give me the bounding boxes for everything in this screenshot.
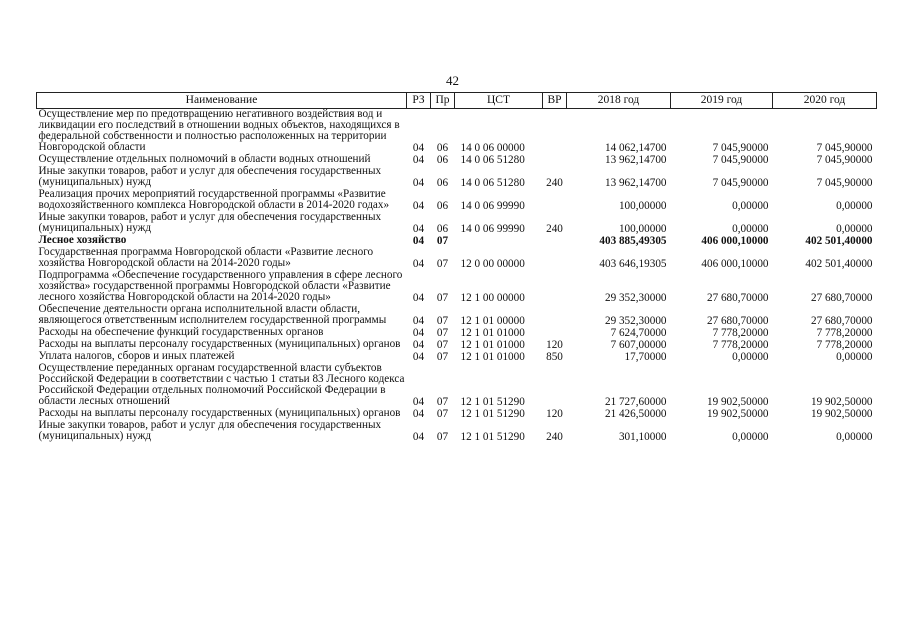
row-2018: 29 352,30000: [604, 292, 667, 304]
row-2018: 13 962,14700: [604, 177, 667, 189]
row-vr: [543, 235, 567, 247]
row-2019: 27 680,70000: [706, 292, 769, 304]
row-cst: 14 0 06 99990: [460, 200, 525, 212]
row-name: Расходы на выплаты персоналу государственных (муниципальных) органов: [38, 407, 401, 419]
row-name: Иные закупки товаров, работ и услуг для обеспечения государственных (муниципальных) нужд: [38, 165, 382, 188]
row-rz: 04: [412, 431, 425, 443]
row-name: Обеспечение деятельности органа исполнительной власти области, являющегося ответственным исполнителем государственной программы: [38, 303, 387, 326]
row-vr: [543, 189, 567, 212]
row-vr: [543, 109, 567, 155]
row-name: Подпрограмма «Обеспечение государственного управления в сфере лесного хозяйства» государственной программы Новгородской области «Развитие лесного хозяйства Новгородской области на 2014-2020 годы»: [38, 269, 403, 303]
row-name: Осуществление переданных органам государственной власти субъектов Российской Федерации в соответствии с частью 1 статьи 83 Лесного кодекса Российской Федерации отдельных полномочий Российской Федерации в области лесных отношений: [38, 362, 405, 407]
row-rz: 04: [412, 339, 425, 351]
row-name: Расходы на выплаты персоналу государственных (муниципальных) органов: [38, 338, 401, 350]
row-pr: 07: [436, 235, 449, 247]
row-2018: 14 062,14700: [604, 142, 667, 154]
row-2020: 7 045,90000: [816, 154, 873, 166]
row-rz: 04: [412, 223, 425, 235]
table-row: [37, 166, 877, 189]
header-pr: Пр: [431, 93, 455, 109]
row-rz: 04: [412, 396, 425, 408]
row-2018: 29 352,30000: [604, 315, 667, 327]
row-2019: 0,00000: [732, 200, 769, 212]
row-cst: [455, 235, 543, 247]
row-2019: 0,00000: [732, 223, 769, 235]
page-number: 42: [446, 73, 459, 88]
row-name: Осуществление мер по предотвращению негативного воздействия вод и ликвидации его последствий в отношении водных объектов, находящихся в федеральной собственности и полностью расположенных на территории Новгородской области: [38, 108, 400, 153]
row-rz: 04: [412, 315, 425, 327]
row-2018: 7 624,70000: [610, 327, 667, 339]
row-2020: 7 778,20000: [816, 327, 873, 339]
header-vr: ВР: [543, 93, 567, 109]
row-pr: 06: [436, 154, 449, 166]
row-2020: 27 680,70000: [810, 292, 873, 304]
row-2018: 17,70000: [624, 351, 667, 363]
row-2019: 7 045,90000: [712, 142, 769, 154]
row-pr: 07: [436, 396, 449, 408]
row-2019: 0,00000: [732, 351, 769, 363]
row-2019: 27 680,70000: [706, 315, 769, 327]
row-2019: 19 902,50000: [706, 396, 769, 408]
row-pr: 07: [436, 292, 449, 304]
row-cst: 12 1 01 51290: [460, 408, 525, 420]
row-cst: 14 0 06 99990: [460, 223, 525, 235]
row-2019: 7 045,90000: [712, 177, 769, 189]
row-cst: 14 0 06 51280: [460, 177, 525, 189]
row-cst: 12 1 01 51290: [460, 396, 525, 408]
table-row: [37, 420, 877, 443]
row-2020: 19 902,50000: [810, 408, 873, 420]
row-cst: 12 1 01 01000: [460, 339, 525, 351]
row-2019: 7 778,20000: [712, 339, 769, 351]
row-cst: 12 1 01 01000: [460, 351, 525, 363]
row-pr: 07: [436, 258, 449, 270]
row-2020: 27 680,70000: [810, 315, 873, 327]
row-cst: 12 1 00 00000: [460, 292, 525, 304]
row-2020: 7 778,20000: [816, 339, 873, 351]
row-rz: 04: [412, 154, 425, 166]
row-name: Реализация прочих мероприятий государственной программы «Развитие водохозяйственного комплекса Новгородской области в 2014-2020 годах»: [38, 188, 390, 211]
row-pr: 07: [436, 431, 449, 443]
row-2020: 7 045,90000: [816, 142, 873, 154]
row-name: Лесное хозяйство: [38, 234, 127, 246]
row-pr: 07: [436, 351, 449, 363]
row-2020: 0,00000: [836, 431, 873, 443]
row-rz: 04: [412, 235, 425, 247]
row-2020: 0,00000: [836, 351, 873, 363]
row-cst: 14 0 06 51280: [460, 154, 525, 166]
row-2019: 19 902,50000: [706, 408, 769, 420]
row-2020: 402 501,40000: [805, 235, 873, 247]
row-pr: 07: [436, 408, 449, 420]
row-rz: 04: [412, 327, 425, 339]
row-2019: 0,00000: [732, 431, 769, 443]
row-2020: 0,00000: [836, 223, 873, 235]
table-row: [37, 270, 877, 304]
row-2019: 406 000,10000: [701, 235, 769, 247]
row-pr: 06: [436, 200, 449, 212]
row-2018: 21 727,60000: [604, 396, 667, 408]
row-pr: 06: [436, 177, 449, 189]
row-cst: 12 1 01 51290: [460, 431, 525, 443]
row-vr: 850: [546, 351, 563, 363]
header-row: [37, 93, 877, 109]
row-rz: 04: [412, 258, 425, 270]
row-rz: 04: [412, 408, 425, 420]
row-rz: 04: [412, 351, 425, 363]
header-2020: 2020 год: [773, 93, 877, 109]
row-name: Расходы на обеспечение функций государственных органов: [38, 326, 324, 338]
table-row: [37, 304, 877, 327]
row-pr: 07: [436, 327, 449, 339]
row-pr: 06: [436, 223, 449, 235]
table-row: [37, 109, 877, 155]
row-vr: [543, 154, 567, 166]
row-2018: 100,00000: [618, 223, 667, 235]
row-vr: 120: [546, 339, 563, 351]
table-row: [37, 189, 877, 212]
row-cst: 12 1 01 01000: [460, 327, 525, 339]
row-2019: 7 778,20000: [712, 327, 769, 339]
header-rz: РЗ: [407, 93, 431, 109]
row-cst: 14 0 06 00000: [460, 142, 525, 154]
row-pr: 06: [436, 142, 449, 154]
row-name: Уплата налогов, сборов и иных платежей: [38, 350, 235, 362]
row-2020: 7 045,90000: [816, 177, 873, 189]
row-name: Иные закупки товаров, работ и услуг для обеспечения государственных (муниципальных) нужд: [38, 211, 382, 234]
row-vr: 240: [546, 431, 563, 443]
row-vr: 240: [546, 177, 563, 189]
row-2020: 0,00000: [836, 200, 873, 212]
row-pr: 07: [436, 315, 449, 327]
row-2018: 403 885,49305: [599, 235, 667, 247]
row-vr: [543, 270, 567, 304]
header-2019: 2019 год: [671, 93, 773, 109]
row-2020: 402 501,40000: [805, 258, 873, 270]
row-2019: 7 045,90000: [712, 154, 769, 166]
row-pr: 07: [436, 339, 449, 351]
row-name: Иные закупки товаров, работ и услуг для обеспечения государственных (муниципальных) нужд: [38, 419, 382, 442]
row-cst: 12 1 01 00000: [460, 315, 525, 327]
row-2018: 100,00000: [618, 200, 667, 212]
row-2018: 21 426,50000: [604, 408, 667, 420]
row-2019: 406 000,10000: [701, 258, 769, 270]
header-cst: ЦСТ: [455, 93, 543, 109]
table-body: [37, 109, 877, 444]
row-vr: 240: [546, 223, 563, 235]
row-rz: 04: [412, 292, 425, 304]
row-rz: 04: [412, 142, 425, 154]
row-name: Государственная программа Новгородской области «Развитие лесного хозяйства Новгородской области на 2014-2020 годы»: [38, 246, 374, 269]
row-vr: 120: [546, 408, 563, 420]
budget-table: [36, 92, 877, 443]
row-cst: 12 0 00 00000: [460, 258, 525, 270]
table-row: [37, 212, 877, 235]
row-rz: 04: [412, 200, 425, 212]
row-vr: [543, 304, 567, 327]
row-rz: 04: [412, 177, 425, 189]
table-row: [37, 247, 877, 270]
row-vr: [543, 363, 567, 408]
row-2018: 403 646,19305: [599, 258, 667, 270]
header-name: Наименование: [37, 93, 407, 109]
row-2020: 19 902,50000: [810, 396, 873, 408]
row-2018: 301,10000: [618, 431, 667, 443]
row-2018: 7 607,00000: [610, 339, 667, 351]
header-2018: 2018 год: [567, 93, 671, 109]
row-2018: 13 962,14700: [604, 154, 667, 166]
row-name: Осуществление отдельных полномочий в области водных отношений: [38, 153, 371, 165]
table-row: [37, 363, 877, 408]
row-vr: [543, 247, 567, 270]
row-vr: [543, 327, 567, 339]
